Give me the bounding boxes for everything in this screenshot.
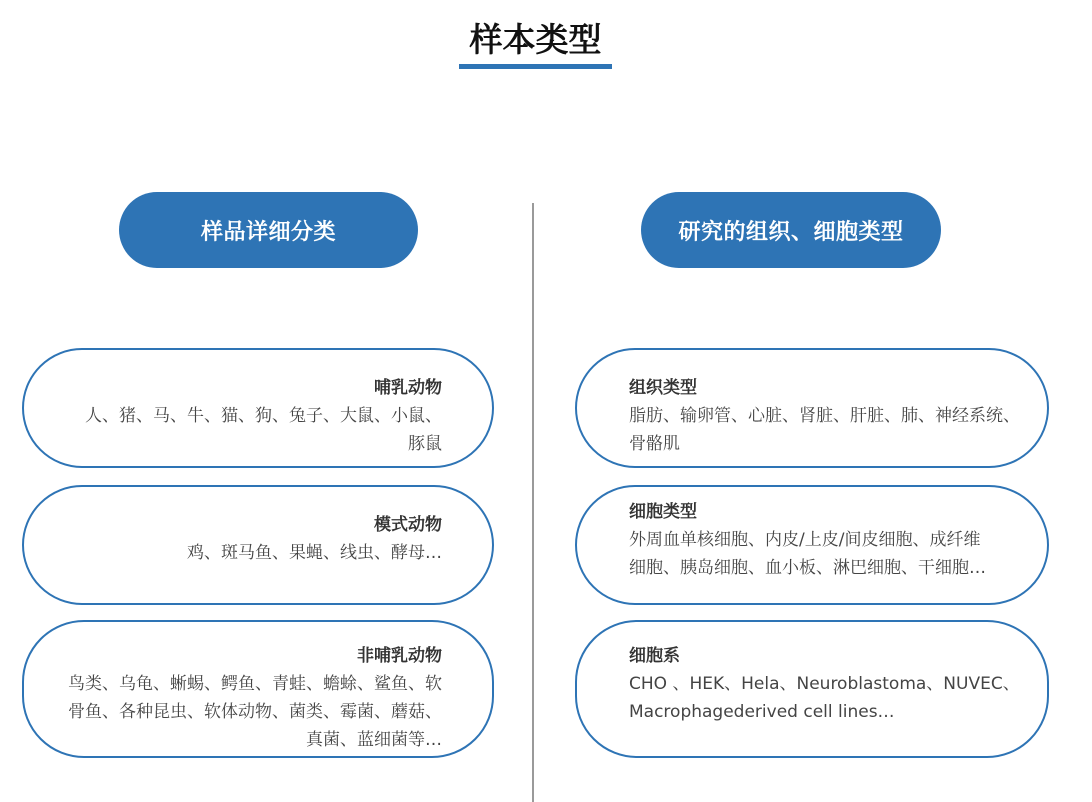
card-line: 人、猪、马、牛、猫、狗、兔子、大鼠、小鼠、 [85, 406, 442, 426]
card-heading: 组织类型 [629, 378, 697, 398]
card-heading: 模式动物 [374, 515, 442, 535]
card-body [24, 402, 442, 458]
left-header-pill [119, 192, 418, 268]
card-line: 细胞、胰岛细胞、血小板、淋巴细胞、干细胞… [629, 558, 986, 578]
card-heading: 细胞系 [629, 646, 680, 666]
card-tissue-types [575, 348, 1049, 468]
title-underline [459, 64, 612, 69]
card-line: 鸡、斑马鱼、果蝇、线虫、酵母… [187, 543, 442, 563]
card-body [629, 402, 1035, 458]
card-body [24, 539, 442, 567]
card-model-animals [22, 485, 494, 605]
card-line: 脂肪、输卵管、心脏、肾脏、肝脏、肺、神经系统、 [629, 406, 1020, 426]
right-header-label: 研究的组织、细胞类型 [678, 219, 904, 245]
card-line: 鸟类、乌龟、蜥蜴、鳄鱼、青蛙、蟾蜍、鲨鱼、软 [68, 674, 442, 694]
card-non-mammals [22, 620, 494, 758]
card-line: 骨鱼、各种昆虫、软体动物、菌类、霉菌、蘑菇、 [68, 702, 442, 722]
card-line: CHO 、HEK、Hela、Neuroblastoma、NUVEC、 [629, 674, 1020, 694]
card-line: 外周血单核细胞、内皮/上皮/间皮细胞、成纤维 [629, 530, 981, 550]
card-body [629, 526, 1035, 582]
card-heading: 细胞类型 [629, 502, 697, 522]
card-body [42, 670, 442, 754]
card-line: Macrophagederived cell lines… [629, 702, 895, 722]
left-header-label: 样品详细分类 [200, 219, 336, 245]
card-line: 豚鼠 [408, 434, 442, 454]
card-line: 骨骼肌 [629, 434, 680, 454]
card-cell-lines [575, 620, 1049, 758]
right-header-pill [641, 192, 941, 268]
center-divider [532, 203, 534, 802]
card-line: 真菌、蓝细菌等… [306, 730, 442, 750]
card-mammals [22, 348, 494, 468]
card-body [629, 670, 1035, 726]
card-cell-types [575, 485, 1049, 605]
page-title: 样本类型 [469, 20, 602, 59]
card-heading: 非哺乳动物 [357, 646, 442, 666]
card-heading: 哺乳动物 [374, 378, 442, 398]
